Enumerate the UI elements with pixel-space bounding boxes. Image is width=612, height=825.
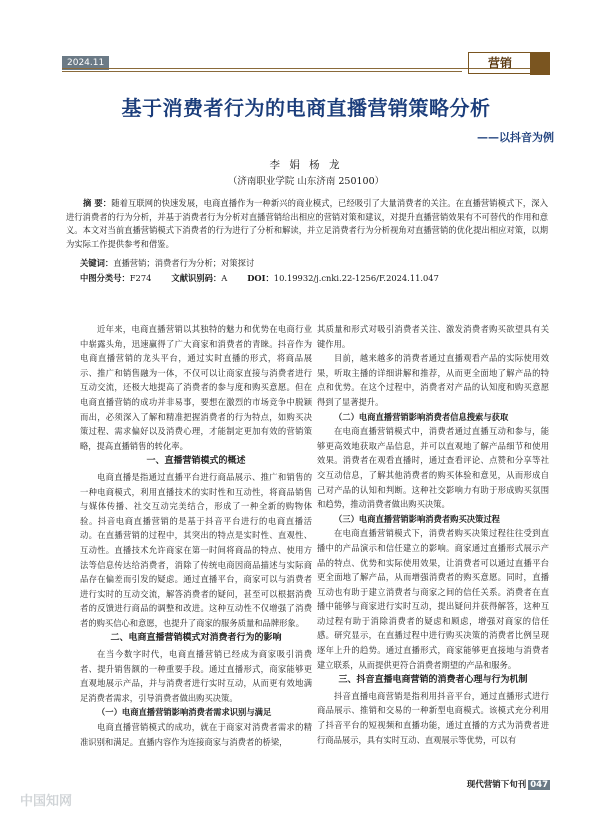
authors: 李 娟 杨 龙	[269, 159, 343, 171]
abstract-label: 摘 要：	[83, 198, 112, 208]
clc: F274	[129, 273, 152, 283]
abstract	[66, 197, 548, 251]
issue-date-tag: 2024.11	[62, 56, 109, 70]
body-column-left	[80, 322, 312, 768]
paragraph: 在当今数字时代，电商直播营销已经成为商家吸引消费者、提升销售额的一种重要手段。通过直播形式，商家能够更直观地展示产品，并与消费者进行实时互动，从而更有效地满足消费者需求，引导消费者做出购买决策。	[80, 649, 312, 703]
body-column-right	[317, 322, 549, 768]
keywords-label: 关键词：	[80, 258, 114, 268]
paragraph: 在电商直播营销模式中，消费者通过直播互动和参与，能够更高效地获取产品信息，并可以直观地了解产品细节和使用效果。消费者在观看直播时，通过查看评论、点赞和分享等社交互动信息，了解其他消费者的购买体验和意见，从而形成自己对产品的认知和判断。这种社交影响力有助于形成购买氛围和趋势，推动消费者做出购买决策。	[317, 426, 549, 510]
paragraph: 在电商直播营销模式下，消费者购买决策过程往往受到直播中的产品演示和信任建立的影响。商家通过直播形式展示产品的特点、优势和实际使用效果，让消费者可以通过直播平台更全面地了解产品，从而增强消费者的购买意愿。同时，直播互动也有助于建立消费者与商家之间的信任关系。消费者在直播中能够与商家进行实时互动，提出疑问并获得解答，这种互动过程有助于消除消费者的疑虑和顾虑，增强对商家的信任感。研究显示，在直播过程中进行购买决策的消费者比例呈现逐年上升的趋势。通过直播形式，商家能够更直接地与消费者建立联系，从而提供更符合消费者期望的产品和服务。	[317, 528, 549, 670]
classification-line	[80, 272, 439, 284]
doccode-label: 文献识别码：	[171, 273, 222, 283]
section-heading: 三、抖音直播电商营销的消费者心理与行为机制	[338, 675, 528, 686]
paragraph: 其质量和形式对吸引消费者关注、激发消费者购买欲望具有关键作用。	[317, 324, 549, 349]
section-tag-block	[530, 52, 550, 75]
subsection-heading: （一）电商直播营销影响消费者需求识别与满足	[97, 707, 272, 718]
paragraph: 抖音直播电商营销是指利用抖音平台，通过直播形式进行商品展示、推销和交易的一种新型电商模式。该模式充分利用了抖音平台的短视频和直播功能，通过直播的方式为消费者进行商品展示，具有实时互动、直观展示等优势，可以有	[317, 690, 549, 745]
paragraph: 近年来，电商直播营销以其独特的魅力和优势在电商行业中崭露头角，迅速赢得了广大商家和消费者的青睐。抖音作为电商直播营销的龙头平台，通过实时直播的形式，将商品展示、推广和销售融为一体，不仅可以让商家直接与消费者进行互动交流，还极大地提高了消费者的参与度和购买意愿。但在电商直播营销的成功并非易事，要想在激烈的市场竞争中脱颖而出，必须深入了解和精准把握消费者的行为特点，如购买决策过程、需求偏好以及消费心理，才能制定更加有效的营销策略，提高直播销售的转化率。	[80, 324, 312, 451]
doi: 10.19932/j.cnki.22-1256/F.2024.11.047	[273, 273, 439, 283]
section-heading: 二、电商直播营销模式对消费者行为的影响	[110, 633, 282, 644]
subsection-heading: （二）电商直播营销影响消费者信息搜索与获取	[334, 411, 509, 422]
article-title: 基于消费者行为的电商直播营销策略分析	[121, 96, 491, 120]
clc-label: 中图分类号：	[80, 273, 130, 283]
affiliation: （济南职业学院 山东济南 250100）	[227, 176, 385, 187]
watermark: 中国知网	[20, 794, 73, 809]
subsection-heading: （三）电商直播营销影响消费者购买决策过程	[334, 513, 500, 524]
section-tag: 营销	[468, 52, 532, 74]
doccode: A	[221, 273, 228, 283]
paragraph: 电商直播营销模式的成功，就在于商家对消费者需求的精准识别和满足。直播内容作为连接商家与消费者的桥梁，	[80, 722, 312, 747]
keywords-line	[80, 257, 254, 269]
article-subtitle: ——以抖音为例	[477, 131, 554, 144]
abstract-text: 随着互联网的快速发展，电商直播作为一种新兴的商业模式，已经吸引了大量消费者的关注。在直播营销模式下，深入进行消费者的行为分析，并基于消费者行为分析对直播营销给出相应的营销对策和建议，对提升直播营销效果有不可替代的作用和意义。本文对当前直播营销模式下消费者的行为进行了分析和解读，并立足消费者行为分析视角对直播营销的优化提出相应对策，以期为实际工作提供参考和借鉴。	[66, 198, 548, 249]
paragraph: 目前，越来越多的消费者通过直播观看产品的实际使用效果，听取主播的详细讲解和推荐，从而更全面地了解产品的特点和优势。在这个过程中，消费者对产品的认知度和购买意愿得到了显著提升。	[317, 353, 549, 407]
keywords: 直播营销；消费者行为分析；对策探讨	[113, 258, 255, 268]
section-heading: 一、直播营销模式的概述	[146, 456, 246, 467]
journal-name: 现代营销下旬刊	[466, 780, 527, 790]
page-footer	[467, 778, 550, 790]
paragraph: 电商直播是指通过直播平台进行商品展示、推广和销售的一种电商模式，利用直播技术的实时性和互动性，将商品销售与媒体传播、社交互动完美结合，形成了一种全新的购物体验。抖音电商直播营销的是基于抖音平台进行的电商直播活动。在直播营销的过程中，其突出的特点是实时性、直观性、互动性。直播技术允许商家在第一时间将商品的特点、使用方法等信息传达给消费者，消除了传统电商因商品描述与实际商品存在偏差而引发的疑虑。通过直播平台，商家可以与消费者进行实时的互动交流，解答消费者的疑问，甚至可以根据消费者的反馈进行商品的调整和改进。这种互动性不仅增强了消费者的购买信心和意愿，也提升了商家的服务质量和品牌形象。	[80, 471, 312, 628]
doi-label: DOI：	[247, 273, 274, 283]
header-rule-thin	[62, 71, 462, 72]
page-number: 047	[530, 780, 548, 790]
